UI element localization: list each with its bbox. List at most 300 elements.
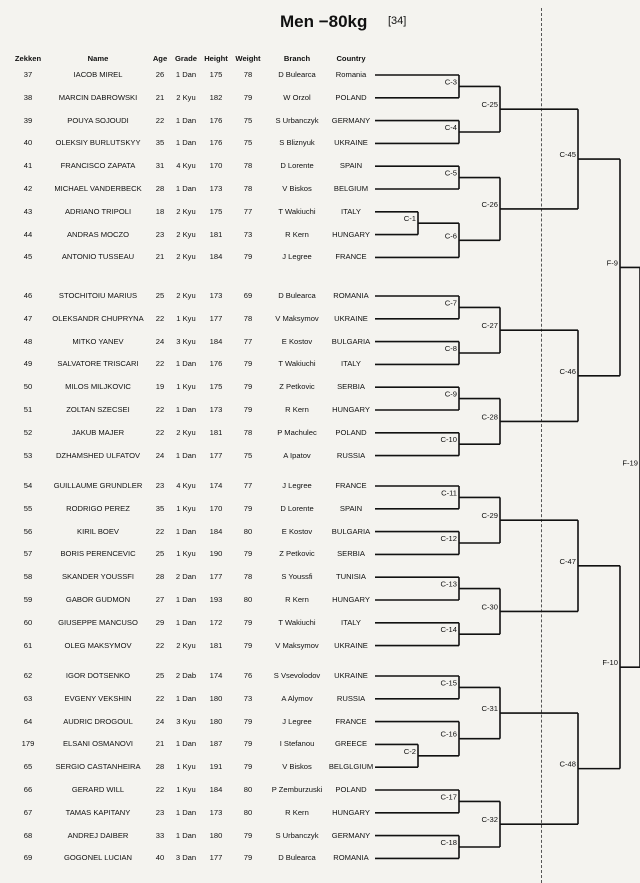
cell-branch: J Legree: [282, 252, 312, 262]
cell-zekken: 54: [23, 481, 33, 490]
cell-name: GABOR GUDMON: [65, 595, 131, 604]
cell-branch: Z Petkovic: [279, 382, 315, 392]
cell-name: OLEKSANDR CHUPRYNA: [52, 313, 144, 323]
cell-country: ROMANIA: [333, 853, 369, 863]
cell-grade: 1 Dan: [175, 450, 197, 460]
cell-zekken: 62: [23, 671, 33, 680]
cell-weight: 75: [243, 450, 253, 460]
cell-grade: 1 Dan: [175, 693, 197, 703]
cell-branch: T Wakiuchi: [278, 617, 316, 627]
cell-name: MITKO YANEV: [72, 336, 124, 346]
cell-weight: 69: [243, 291, 253, 300]
cell-name: TAMAS KAPITANY: [65, 807, 131, 817]
cell-age: 23: [155, 481, 165, 490]
cell-country: ITALY: [341, 206, 361, 216]
cell-height: 177: [209, 313, 223, 323]
cell-branch: D Lorente: [280, 503, 314, 513]
cell-height: 170: [209, 161, 223, 171]
cell-height: 190: [209, 549, 223, 559]
cell-weight: 75: [243, 138, 253, 148]
cell-height: 173: [209, 291, 223, 300]
cell-branch: S Bliznyuk: [279, 138, 315, 148]
cell-branch: I Stefanou: [279, 739, 315, 749]
cell-weight: 80: [243, 595, 253, 604]
cell-branch: V Biskos: [282, 184, 312, 193]
cell-height: 172: [209, 617, 223, 627]
match-label: C-3: [444, 77, 457, 87]
cell-weight: 79: [243, 252, 253, 262]
cell-age: 40: [155, 853, 165, 863]
cell-age: 21: [155, 92, 165, 102]
cell-country: ITALY: [341, 359, 361, 369]
cell-name: MICHAEL VANDERBECK: [54, 184, 142, 193]
cell-weight: 80: [243, 807, 253, 817]
cell-name: GUILLAUME GRUNDLER: [53, 481, 143, 490]
cell-branch: E Kostov: [281, 336, 313, 346]
cell-weight: 80: [243, 785, 253, 794]
cell-branch: S Vsevolodov: [273, 671, 321, 680]
cell-country: GERMANY: [331, 830, 371, 840]
cell-name: ANTONIO TUSSEAU: [61, 252, 135, 262]
cell-name: BORIS PERENCEVIC: [60, 549, 136, 559]
cell-age: 29: [155, 617, 165, 627]
match-label: C-46: [559, 366, 576, 376]
cell-country: HUNGARY: [332, 807, 370, 817]
match-label: C-16: [440, 729, 457, 739]
header-weight: Weight: [235, 54, 261, 63]
cell-weight: 77: [243, 481, 253, 490]
cell-branch: P Zemburzuski: [271, 785, 323, 794]
cell-weight: 79: [243, 640, 253, 650]
cell-branch: T Wakiuchi: [278, 359, 316, 369]
cell-zekken: 53: [23, 450, 33, 460]
cell-weight: 79: [243, 405, 253, 414]
cell-zekken: 67: [23, 807, 33, 817]
cell-zekken: 44: [23, 229, 33, 239]
cell-grade: 2 Kyu: [176, 92, 196, 102]
cell-grade: 4 Kyu: [176, 161, 196, 171]
cell-age: 31: [155, 161, 165, 171]
cell-grade: 2 Kyu: [176, 206, 196, 216]
cell-height: 173: [209, 807, 223, 817]
cell-weight: 79: [243, 716, 253, 726]
cell-name: GERARD WILL: [71, 785, 125, 794]
cell-country: UKRAINE: [334, 313, 368, 323]
cell-zekken: 45: [23, 252, 33, 262]
cell-height: 180: [209, 716, 223, 726]
match-label: C-5: [444, 168, 457, 178]
cell-grade: 1 Dan: [175, 115, 197, 125]
cell-height: 173: [209, 405, 223, 414]
match-label: C-31: [481, 704, 498, 714]
cell-name: OLEG MAKSYMOV: [64, 640, 132, 650]
cell-age: 24: [155, 450, 165, 460]
cell-height: 176: [209, 138, 223, 148]
cell-grade: 1 Dan: [175, 595, 197, 604]
cell-age: 22: [155, 640, 165, 650]
cell-weight: 73: [243, 229, 253, 239]
cell-country: BELGIUM: [333, 184, 369, 193]
cell-age: 22: [155, 115, 165, 125]
cell-height: 175: [209, 206, 223, 216]
cell-country: SPAIN: [339, 503, 363, 513]
match-label: C-14: [440, 625, 457, 635]
cell-age: 22: [155, 526, 165, 536]
cell-branch: V Biskos: [282, 762, 312, 772]
cell-height: 187: [209, 739, 223, 749]
cell-country: FRANCE: [335, 716, 367, 726]
cell-grade: 1 Kyu: [176, 549, 196, 559]
cell-weight: 78: [243, 161, 253, 171]
cell-weight: 76: [243, 671, 253, 680]
cell-height: 170: [209, 503, 223, 513]
match-label: C-17: [440, 792, 457, 802]
cell-age: 18: [155, 206, 165, 216]
cell-zekken: 50: [23, 382, 33, 392]
cell-name: FRANCISCO ZAPATA: [60, 161, 136, 171]
cell-height: 175: [209, 382, 223, 392]
cell-grade: 3 Dan: [175, 853, 197, 863]
cell-zekken: 52: [23, 427, 33, 437]
cell-grade: 1 Dan: [175, 70, 197, 79]
cell-branch: S Urbanczyk: [275, 115, 319, 125]
cell-zekken: 69: [23, 853, 33, 863]
cell-age: 25: [155, 291, 165, 300]
cell-zekken: 39: [23, 115, 33, 125]
cell-name: SALVATORE TRISCARI: [57, 359, 139, 369]
cell-height: 184: [209, 785, 223, 794]
cell-name: ANDREJ DAIBER: [67, 830, 129, 840]
cell-age: 26: [155, 70, 165, 79]
cell-name: JAKUB MAJER: [71, 427, 125, 437]
cell-country: SERBIA: [337, 382, 365, 392]
cell-name: IGOR DOTSENKO: [65, 671, 131, 680]
cell-country: POLAND: [335, 785, 367, 794]
cell-height: 184: [209, 526, 223, 536]
cell-grade: 1 Kyu: [176, 313, 196, 323]
cell-weight: 77: [243, 206, 253, 216]
match-label: C-47: [559, 556, 576, 566]
cell-weight: 78: [243, 184, 253, 193]
cell-grade: 2 Dan: [175, 572, 197, 582]
cell-grade: 2 Kyu: [176, 427, 196, 437]
cell-branch: E Kostov: [281, 526, 313, 536]
header-name: Name: [87, 54, 109, 63]
cell-age: 28: [155, 762, 165, 772]
cell-height: 184: [209, 252, 223, 262]
cell-grade: 2 Kyu: [176, 640, 196, 650]
cell-weight: 79: [243, 549, 253, 559]
match-label: C-25: [481, 100, 498, 110]
cell-age: 28: [155, 572, 165, 582]
cell-branch: J Legree: [282, 481, 312, 490]
cell-name: KIRIL BOEV: [77, 526, 119, 536]
cell-age: 22: [155, 693, 165, 703]
cell-country: Romania: [335, 70, 367, 79]
cell-zekken: 66: [23, 785, 33, 794]
match-label: C-9: [444, 389, 457, 399]
match-label: C-12: [440, 534, 457, 543]
cell-zekken: 41: [23, 161, 33, 171]
cell-name: STOCHITOIU MARIUS: [58, 291, 138, 300]
match-label: C-18: [440, 838, 457, 847]
cell-grade: 2 Kyu: [176, 229, 196, 239]
cell-weight: 77: [243, 336, 253, 346]
match-label: F-19: [622, 458, 638, 468]
cell-country: UKRAINE: [334, 640, 368, 650]
cell-country: POLAND: [335, 92, 367, 102]
cell-weight: 75: [243, 115, 253, 125]
cell-age: 25: [155, 549, 165, 559]
cell-age: 35: [155, 503, 165, 513]
cell-name: GIUSEPPE MANCUSO: [58, 617, 138, 627]
cell-height: 175: [209, 70, 223, 79]
cell-zekken: 38: [23, 92, 33, 102]
cell-country: HUNGARY: [332, 595, 370, 604]
cell-zekken: 48: [23, 336, 33, 346]
cell-grade: 1 Dan: [175, 138, 197, 148]
cell-grade: 1 Kyu: [176, 762, 196, 772]
cell-country: UKRAINE: [334, 138, 368, 148]
cell-grade: 2 Kyu: [176, 291, 196, 300]
cell-height: 184: [209, 336, 223, 346]
cell-name: ANDRAS MOCZO: [66, 229, 130, 239]
cell-name: DZHAMSHED ULFATOV: [55, 450, 141, 460]
cell-zekken: 59: [23, 595, 33, 604]
cell-height: 174: [209, 671, 223, 680]
cell-country: POLAND: [335, 427, 367, 437]
cell-height: 177: [209, 450, 223, 460]
cell-name: EVGENY VEKSHIN: [64, 693, 132, 703]
header-branch: Branch: [283, 54, 311, 63]
header-grade: Grade: [175, 54, 197, 63]
cell-zekken: 42: [23, 184, 33, 193]
cell-branch: D Bulearca: [278, 70, 316, 79]
cell-age: 22: [155, 427, 165, 437]
cell-country: GREECE: [334, 739, 368, 749]
header-country: Country: [336, 54, 366, 63]
cell-age: 25: [155, 671, 165, 680]
cell-weight: 79: [243, 739, 253, 749]
cell-name: MARCIN DABROWSKI: [58, 92, 138, 102]
cell-weight: 78: [243, 70, 253, 79]
header-height: Height: [204, 54, 228, 63]
cell-country: TUNISIA: [336, 572, 366, 582]
cell-name: MILOS MILJKOVIC: [65, 382, 131, 392]
cell-name: SERGIO CASTANHEIRA: [55, 762, 141, 772]
cell-branch: R Kern: [285, 405, 309, 414]
cell-age: 19: [155, 382, 165, 392]
cell-height: 176: [209, 115, 223, 125]
cell-age: 23: [155, 229, 165, 239]
cell-age: 28: [155, 184, 165, 193]
cell-height: 181: [209, 427, 223, 437]
cell-age: 22: [155, 313, 165, 323]
cell-height: 181: [209, 640, 223, 650]
cell-branch: V Maksymov: [275, 640, 319, 650]
match-label: C-15: [440, 678, 457, 688]
cell-weight: 79: [243, 503, 253, 513]
cell-zekken: 46: [23, 291, 33, 300]
match-label: F-9: [606, 258, 618, 268]
cell-branch: J Legree: [282, 716, 312, 726]
cell-zekken: 65: [23, 762, 33, 772]
match-label: C-6: [444, 231, 457, 241]
match-label: C-8: [444, 344, 457, 353]
match-label: C-27: [481, 321, 498, 331]
cell-country: ITALY: [341, 617, 361, 627]
cell-name: POUYA SOJOUDI: [67, 115, 129, 125]
cell-country: ROMANIA: [333, 291, 369, 300]
cell-height: 182: [209, 92, 223, 102]
entry-count: [34]: [388, 15, 407, 27]
cell-age: 24: [155, 716, 165, 726]
cell-country: BELGLGIUM: [328, 762, 374, 772]
cell-zekken: 49: [23, 359, 33, 369]
cell-height: 181: [209, 229, 223, 239]
cell-grade: 2 Dab: [175, 671, 197, 680]
cell-grade: 1 Dan: [175, 359, 197, 369]
cell-grade: 3 Kyu: [176, 716, 196, 726]
cell-weight: 79: [243, 830, 253, 840]
cell-weight: 78: [243, 313, 253, 323]
page-title: Men −80kg: [280, 12, 368, 31]
cell-zekken: 61: [23, 640, 33, 650]
cell-country: RUSSIA: [336, 693, 366, 703]
cell-name: SKANDER YOUSSFI: [61, 572, 135, 582]
cell-zekken: 51: [23, 405, 33, 414]
cell-zekken: 64: [23, 716, 33, 726]
cell-age: 35: [155, 138, 165, 148]
match-label: C-2: [403, 746, 416, 756]
cell-zekken: 58: [23, 572, 33, 582]
cell-age: 21: [155, 739, 165, 749]
cell-age: 23: [155, 807, 165, 817]
cell-grade: 1 Kyu: [176, 785, 196, 794]
match-label: C-13: [440, 579, 457, 589]
cell-branch: D Lorente: [280, 161, 314, 171]
match-label: C-11: [441, 488, 457, 498]
cell-height: 173: [209, 184, 223, 193]
cell-grade: 4 Kyu: [176, 481, 196, 490]
cell-age: 22: [155, 785, 165, 794]
cell-country: BULGARIA: [331, 526, 371, 536]
cell-grade: 1 Dan: [175, 184, 197, 193]
cell-zekken: 60: [23, 617, 33, 627]
cell-height: 180: [209, 830, 223, 840]
cell-branch: S Youssfi: [281, 572, 313, 582]
cell-branch: Z Petkovic: [279, 549, 315, 559]
cell-zekken: 56: [23, 526, 33, 536]
match-label: C-10: [440, 435, 457, 445]
header-zekken: Zekken: [14, 54, 42, 63]
cell-branch: R Kern: [285, 229, 309, 239]
cell-zekken: 40: [23, 138, 33, 148]
cell-country: GERMANY: [331, 115, 371, 125]
cell-height: 176: [209, 359, 223, 369]
cell-age: 24: [155, 336, 165, 346]
cell-branch: R Kern: [285, 807, 309, 817]
cell-name: OLEKSIY BURLUTSKYY: [55, 138, 141, 148]
cell-height: 174: [209, 481, 223, 490]
cell-weight: 79: [243, 853, 253, 863]
match-label: C-7: [444, 298, 457, 308]
cell-weight: 79: [243, 92, 253, 102]
cell-height: 191: [209, 762, 223, 772]
match-label: C-29: [481, 511, 498, 521]
match-label: C-30: [481, 602, 498, 612]
match-label: C-28: [481, 412, 498, 422]
cell-country: BULGARIA: [331, 336, 371, 346]
cell-branch: D Bulearca: [278, 853, 316, 863]
cell-country: FRANCE: [335, 252, 367, 262]
cell-grade: 1 Dan: [175, 830, 197, 840]
cell-grade: 1 Kyu: [176, 382, 196, 392]
cell-weight: 79: [243, 762, 253, 772]
match-label: C-4: [444, 123, 457, 132]
match-label: C-48: [559, 759, 576, 769]
match-label: C-45: [559, 150, 576, 160]
cell-branch: S Urbanczyk: [275, 830, 319, 840]
cell-age: 27: [155, 595, 165, 604]
cell-zekken: 179: [21, 739, 35, 749]
match-label: C-32: [481, 815, 498, 825]
cell-weight: 80: [243, 526, 253, 536]
cell-grade: 1 Dan: [175, 526, 197, 536]
cell-grade: 1 Kyu: [176, 503, 196, 513]
cell-age: 21: [155, 252, 165, 262]
match-label: C-26: [481, 199, 498, 209]
cell-zekken: 47: [23, 313, 33, 323]
cell-grade: 2 Kyu: [176, 252, 196, 262]
cell-branch: R Kern: [285, 595, 309, 604]
cell-country: UKRAINE: [334, 671, 368, 680]
cell-height: 177: [209, 853, 223, 863]
cell-branch: D Bulearca: [278, 291, 316, 300]
cell-zekken: 37: [23, 70, 33, 79]
cell-zekken: 55: [23, 503, 33, 513]
cell-grade: 3 Kyu: [176, 336, 196, 346]
cell-grade: 1 Dan: [175, 739, 197, 749]
cell-name: AUDRIC DROGOUL: [63, 716, 133, 726]
cell-branch: A Alymov: [281, 693, 313, 703]
cell-branch: V Maksymov: [275, 313, 319, 323]
cell-branch: W Orzol: [283, 92, 311, 102]
cell-zekken: 57: [23, 549, 33, 559]
match-label: F-10: [602, 658, 618, 668]
cell-country: FRANCE: [335, 481, 367, 490]
cell-weight: 73: [243, 693, 253, 703]
cell-height: 177: [209, 572, 223, 582]
cell-age: 22: [155, 359, 165, 369]
cell-country: SERBIA: [337, 549, 365, 559]
cell-name: GOGONEL LUCIAN: [63, 853, 133, 863]
cell-country: HUNGARY: [332, 405, 370, 414]
cell-weight: 79: [243, 359, 253, 369]
cell-zekken: 43: [23, 206, 33, 216]
cell-weight: 79: [243, 617, 253, 627]
cell-name: ELSANI OSMANOVI: [62, 739, 134, 749]
cell-weight: 79: [243, 382, 253, 392]
cell-branch: A Ipatov: [283, 450, 311, 460]
cell-branch: T Wakiuchi: [278, 206, 316, 216]
cell-country: RUSSIA: [336, 450, 366, 460]
header-age: Age: [152, 54, 168, 63]
match-label: C-1: [403, 214, 416, 224]
cell-grade: 1 Dan: [175, 807, 197, 817]
cell-name: ZOLTAN SZECSEI: [66, 405, 130, 414]
cell-grade: 1 Dan: [175, 617, 197, 627]
